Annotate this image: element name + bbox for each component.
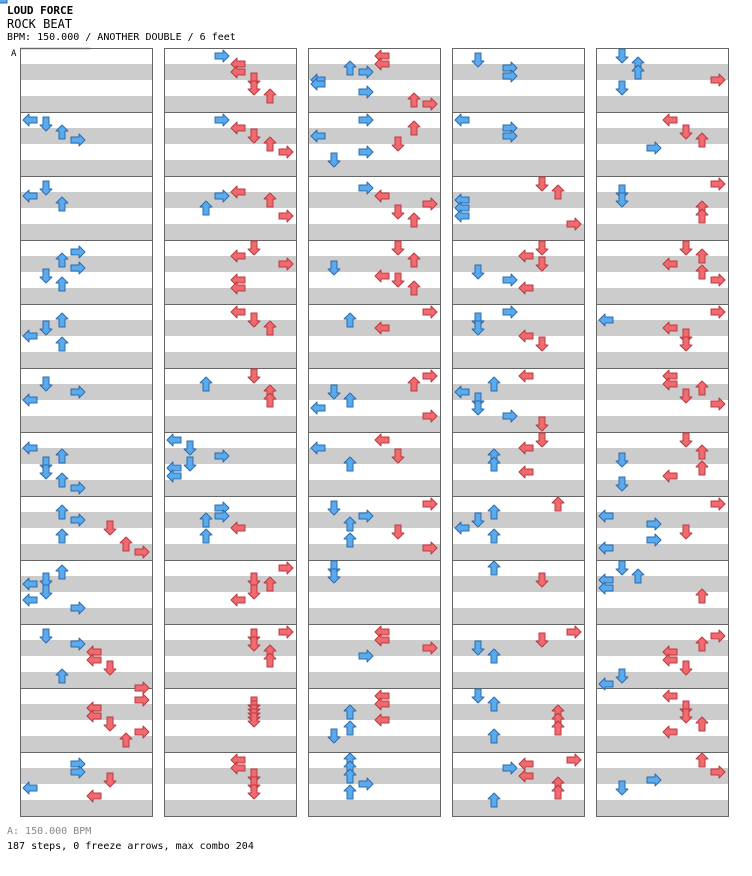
beat-stripe [20, 384, 152, 400]
beat-stripe [20, 256, 152, 272]
beat-stripe [20, 608, 152, 624]
beat-stripe [164, 64, 296, 80]
beat-stripe [596, 352, 728, 368]
beat-stripe [596, 704, 728, 720]
beat-stripe [164, 640, 296, 656]
beat-stripe [308, 96, 440, 112]
beat-stripe [20, 192, 152, 208]
beat-stripe [308, 64, 440, 80]
beat-stripe [596, 544, 728, 560]
bpm-summary: A: 150.000 BPM [7, 826, 92, 837]
beat-stripe [452, 448, 584, 464]
beat-stripe [596, 224, 728, 240]
beat-stripe [596, 128, 728, 144]
beat-stripe [308, 480, 440, 496]
beat-stripe [308, 736, 440, 752]
beat-stripe [164, 480, 296, 496]
beat-stripe [452, 640, 584, 656]
beat-stripe [164, 128, 296, 144]
song-artist: LOUD FORCE [7, 4, 74, 17]
beat-stripe [596, 800, 728, 816]
beat-stripe [20, 352, 152, 368]
beat-stripe [164, 544, 296, 560]
beat-stripe [452, 704, 584, 720]
beat-stripe [308, 320, 440, 336]
beat-stripe [308, 128, 440, 144]
bpm-marker-label: A [11, 49, 17, 59]
beat-stripe [164, 256, 296, 272]
beat-stripe [308, 800, 440, 816]
beat-stripe [308, 352, 440, 368]
song-title: ROCK BEAT [7, 17, 73, 31]
beat-stripe [20, 288, 152, 304]
beat-stripe [164, 416, 296, 432]
beat-stripe [596, 736, 728, 752]
beat-stripe [596, 480, 728, 496]
beat-stripe [596, 576, 728, 592]
beat-stripe [452, 672, 584, 688]
chart-stats: 187 steps, 0 freeze arrows, max combo 204 [7, 841, 254, 852]
beat-stripe [452, 768, 584, 784]
beat-stripe [452, 608, 584, 624]
beat-stripe [20, 96, 152, 112]
beat-stripe [596, 320, 728, 336]
beat-stripe [20, 224, 152, 240]
beat-stripe [308, 256, 440, 272]
beat-stripe [596, 256, 728, 272]
chart-info: BPM: 150.000 / ANOTHER DOUBLE / 6 feet [7, 32, 236, 43]
beat-stripe [164, 384, 296, 400]
beat-stripe [308, 704, 440, 720]
beat-stripe [20, 800, 152, 816]
beat-stripe [596, 416, 728, 432]
beat-stripe [308, 544, 440, 560]
beat-stripe [20, 544, 152, 560]
beat-stripe [164, 320, 296, 336]
beat-stripe [452, 352, 584, 368]
beat-stripe [308, 576, 440, 592]
beat-stripe [452, 224, 584, 240]
beat-stripe [596, 160, 728, 176]
beat-stripe [164, 96, 296, 112]
beat-stripe [308, 640, 440, 656]
beat-stripe [164, 800, 296, 816]
beat-stripe [164, 448, 296, 464]
beat-stripe [20, 64, 152, 80]
beat-stripe [164, 576, 296, 592]
beat-stripe [452, 256, 584, 272]
beat-stripe [164, 704, 296, 720]
beat-stripe [452, 96, 584, 112]
beat-stripe [20, 320, 152, 336]
beat-stripe [164, 608, 296, 624]
beat-stripe [308, 224, 440, 240]
beat-stripe [596, 192, 728, 208]
beat-stripe [308, 384, 440, 400]
beat-stripe [308, 192, 440, 208]
beat-stripe [164, 352, 296, 368]
beat-stripe [20, 448, 152, 464]
beat-stripe [308, 608, 440, 624]
beat-stripe [452, 512, 584, 528]
beat-stripe [20, 512, 152, 528]
beat-stripe [596, 448, 728, 464]
beat-stripe [596, 608, 728, 624]
beat-stripe [596, 64, 728, 80]
beat-stripe [596, 768, 728, 784]
beat-stripe [452, 800, 584, 816]
beat-stripe [20, 160, 152, 176]
beat-stripe [452, 480, 584, 496]
beat-stripe [20, 128, 152, 144]
beat-stripe [308, 672, 440, 688]
beat-stripe [596, 512, 728, 528]
beat-stripe [596, 672, 728, 688]
beat-stripe [308, 512, 440, 528]
beat-stripe [452, 128, 584, 144]
beat-stripe [164, 512, 296, 528]
beat-stripe [596, 96, 728, 112]
beat-stripe [596, 288, 728, 304]
beat-stripe [20, 768, 152, 784]
beat-stripe [20, 640, 152, 656]
beat-stripe [596, 384, 728, 400]
beat-stripe [452, 544, 584, 560]
beat-stripe [164, 192, 296, 208]
beat-stripe [20, 416, 152, 432]
beat-stripe [164, 224, 296, 240]
beat-stripe [308, 416, 440, 432]
beat-stripe [452, 416, 584, 432]
beat-stripe [308, 448, 440, 464]
beat-stripe [452, 736, 584, 752]
beat-stripe [20, 480, 152, 496]
beat-stripe [452, 576, 584, 592]
beat-stripe [164, 160, 296, 176]
beat-stripe [20, 672, 152, 688]
beat-stripe [20, 736, 152, 752]
beat-stripe [452, 64, 584, 80]
beat-stripe [452, 160, 584, 176]
beat-stripe [452, 192, 584, 208]
beat-stripe [20, 704, 152, 720]
beat-stripe [452, 384, 584, 400]
beat-stripe [164, 672, 296, 688]
chart-footer [7, 824, 254, 854]
beat-stripe [308, 288, 440, 304]
beat-stripe [452, 288, 584, 304]
beat-stripe [308, 768, 440, 784]
beat-stripe [20, 576, 152, 592]
beat-stripe [164, 288, 296, 304]
beat-stripe [164, 736, 296, 752]
up-arrow-icon [0, 0, 7, 6]
beat-stripe [452, 320, 584, 336]
beat-stripe [308, 160, 440, 176]
beat-stripe [164, 768, 296, 784]
beat-stripe [596, 640, 728, 656]
